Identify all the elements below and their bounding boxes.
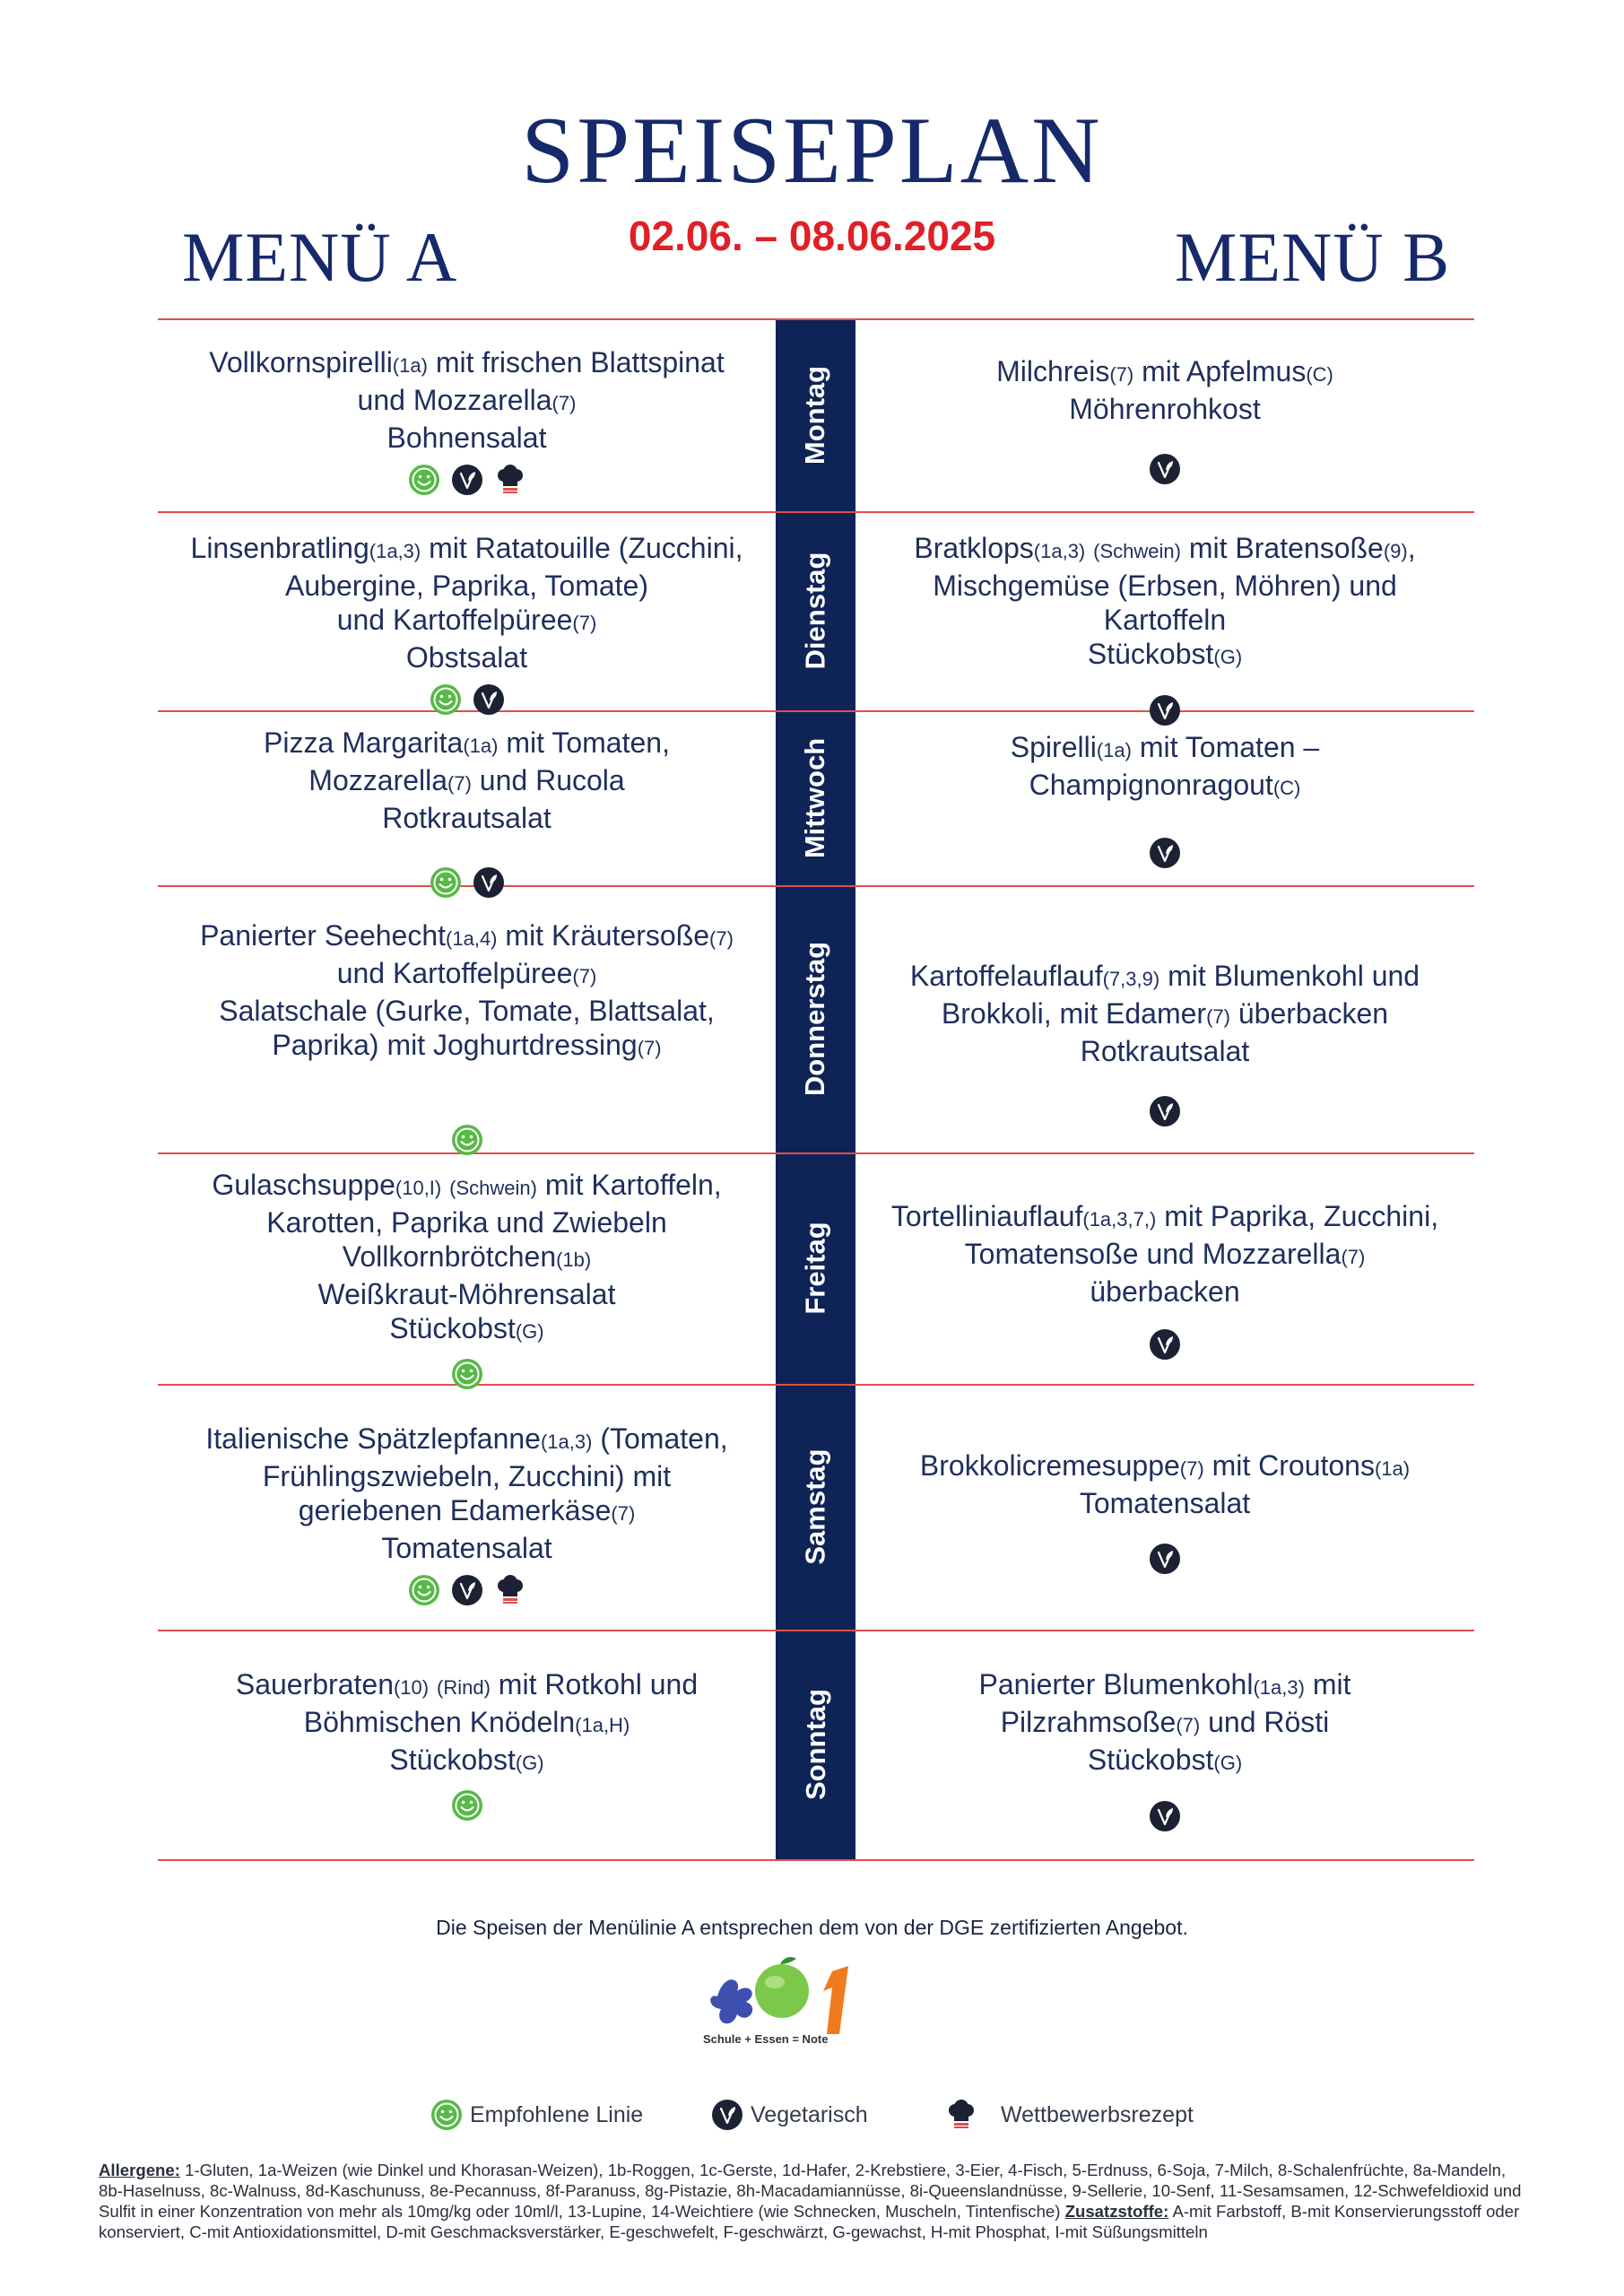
dish-icons [1149,453,1181,485]
day-label-mittwoch [776,710,855,885]
day-label-donnerstag [776,885,855,1152]
menu-b-freitag [855,1154,1474,1384]
row-divider [158,1859,1474,1861]
day-label-sonntag [776,1630,855,1859]
menu-a-donnerstag [158,887,776,1152]
day-name: Dienstag [799,552,831,670]
dish-text: Pizza Margarita(1a) mit Tomaten, Mozzarella(7) und Rucola Rotkrautsalat [264,726,670,834]
menu-grid [158,318,1474,1859]
day-name: Mittwoch [799,737,831,858]
menu-a-mittwoch [158,712,776,885]
menu-b-heading: MENÜ B [1175,218,1451,296]
vegetarisch-icon [1149,1543,1181,1575]
vegetarisch-icon [711,2099,743,2131]
menu-a-samstag [158,1386,776,1630]
chef-hat-icon [945,2099,977,2131]
dish-text: Bratklops(1a,3) (Schwein) mit Bratensoße(9), Mischgemüse (Erbsen, Möhren) und Kartoffeln Stückobst(G) [914,532,1416,670]
dish-icons [408,1574,526,1606]
day-name: Montag [799,365,831,465]
date-range: 02.06. – 08.06.2025 [628,213,996,259]
dish-text: Linsenbratling(1a,3) mit Ratatouille (Zucchini, Aubergine, Paprika, Tomate) und Kartoffelpüree(7) Obstsalat [190,532,743,674]
dish-text: Panierter Seehecht(1a,4) mit Kräutersoße(7) und Kartoffelpüree(7) Salatschale (Gurke, Tomate, Blattsalat, Paprika) mit Joghurtdressing(7) [200,919,734,1061]
menu-b-donnerstag [855,887,1474,1152]
menu-b-montag [855,320,1474,511]
dish-icons [1149,1328,1181,1361]
dish-text: Sauerbraten(10) (Rind) mit Rotkohl und Böhmischen Knödeln(1a,H) Stückobst(G) [235,1668,699,1776]
day-label-montag [776,318,855,511]
zusatzstoffe-text: A-mit Farbstoff, B-mit Konservierungsstoff oder konserviert, C-mit Antioxidationsmittel, D-mit Geschmacksverstärker, E-geschwefelt, F-geschwärzt, G-gewachst, H-mit Phosphat, I-mit Süßungsmitteln [99,2202,1520,2241]
menu-a-freitag [158,1154,776,1384]
dish-icons [451,1789,483,1822]
zusatzstoffe-label: Zusatzstoffe: [1064,2202,1169,2221]
day-name: Samstag [799,1448,831,1565]
allergene-label: Allergene: [99,2161,180,2179]
allergen-info [99,2160,1533,2242]
vegetarisch-icon [1149,837,1181,869]
menu-a-montag [158,320,776,511]
day-label-dienstag [776,511,855,710]
page-title: SPEISEPLAN [521,98,1103,203]
menu-a-dienstag [158,513,776,710]
dish-icons [1149,1095,1181,1127]
vegetarisch-icon [1149,1328,1181,1361]
empfohlen-icon [430,2099,463,2131]
day-name: Donnerstag [799,941,831,1097]
dish-text: Vollkornspirelli(1a) mit frischen Blattspinat und Mozzarella(7) Bohnensalat [209,346,725,454]
allergene-text: 1-Gluten, 1a-Weizen (wie Dinkel und Khorasan-Weizen), 1b-Roggen, 1c-Gerste, 1d-Hafer, 2-Krebstiere, 3-Eier, 4-Fisch, 5-Erdnuss, 6-Soja, 7-Milch, 8-Schalenfrüchte, 8a-Mandeln, 8b-Haselnuss, 8c-Walnuss, 8d-Kaschunuss, 8e-Pecannuss, 8f-Paranuss, 8g-Pistazie, 8h-Macadamiannüsse, 8i-Queenslandnüsse, 9-Sellerie, 10-Senf, 11-Sesamsamen, 12-Schwefeldioxid und Sulfit in einer Konzentration von mehr als 10mg/kg oder 10ml/l, 13-Lupine, 14-Weichtiere (wie Schnecken, Muscheln, Tintenfische) [99,2161,1522,2221]
day-name: Sonntag [799,1689,831,1800]
day-label-freitag [776,1152,855,1384]
logo-graphic [698,1952,886,2050]
schule-essen-logo [698,1952,886,2050]
dish-text: Italienische Spätzlepfanne(1a,3) (Tomaten, Frühlingszwiebeln, Zucchini) mit geriebenen Edamerkäse(7) Tomatensalat [205,1422,728,1564]
dish-icons [1149,1800,1181,1832]
dish-icons [1149,837,1181,869]
vegetarisch-icon [1149,1095,1181,1127]
dish-text: Gulaschsuppe(10,I) (Schwein) mit Kartoffeln, Karotten, Paprika und Zwiebeln Vollkornbrötchen(1b) Weißkraut-Möhrensalat Stückobst(G) [212,1169,722,1344]
dish-text: Milchreis(7) mit Apfelmus(C) Möhrenrohkost [996,355,1333,425]
legend-vegetarisch [711,2099,868,2131]
day-name: Freitag [799,1222,831,1315]
empfohlen-icon [408,464,440,496]
legend-vegetarisch-label: Vegetarisch [751,2101,868,2127]
dish-text: Brokkolicremesuppe(7) mit Croutons(1a) Tomatensalat [919,1449,1411,1519]
menu-b-mittwoch [855,712,1474,885]
legend [0,2099,1624,2138]
dish-text: Panierter Blumenkohl(1a,3) mit Pilzrahmsoße(7) und Rösti Stückobst(G) [978,1668,1351,1776]
logo-text: Schule + Essen = Note [703,2032,829,2046]
dge-footnote: Die Speisen der Menülinie A entsprechen dem von der DGE zertifizierten Angebot. [436,1916,1188,1939]
dish-icons [408,464,526,496]
empfohlen-icon [451,1124,483,1156]
legend-wettbewerb-label: Wettbewerbsrezept [1001,2101,1194,2127]
empfohlen-icon [408,1574,440,1606]
empfohlen-icon [451,1789,483,1822]
empfohlen-icon [430,683,462,716]
dish-text: Spirelli(1a) mit Tomaten – Champignonragout(C) [1010,731,1320,801]
menu-a-sonntag [158,1631,776,1859]
vegetarisch-icon [1149,1800,1181,1832]
vegetarisch-icon [1149,453,1181,485]
legend-empfohlen [430,2099,643,2131]
vegetarisch-icon [473,683,505,716]
legend-wettbewerb [945,2099,1194,2131]
dish-icons [430,683,505,716]
dish-text: Kartoffelauflauf(7,3,9) mit Blumenkohl und Brokkoli, mit Edamer(7) überbacken Rotkrautsalat [909,960,1420,1067]
dish-icons [1149,1543,1181,1575]
chef-hat-icon [494,464,526,496]
chef-hat-icon [494,1574,526,1606]
menu-a-heading: MENÜ A [182,218,458,296]
dish-icons [451,1124,483,1156]
menu-b-samstag [855,1386,1474,1630]
legend-empfohlen-label: Empfohlene Linie [470,2101,644,2127]
vegetarisch-icon [451,1574,483,1606]
day-label-samstag [776,1384,855,1630]
menu-b-sonntag [855,1631,1474,1859]
dish-text: Tortelliniauflauf(1a,3,7,) mit Paprika, Zucchini, Tomatensoße und Mozzarella(7) überbacken [890,1200,1439,1308]
menu-b-dienstag [855,513,1474,710]
vegetarisch-icon [451,464,483,496]
